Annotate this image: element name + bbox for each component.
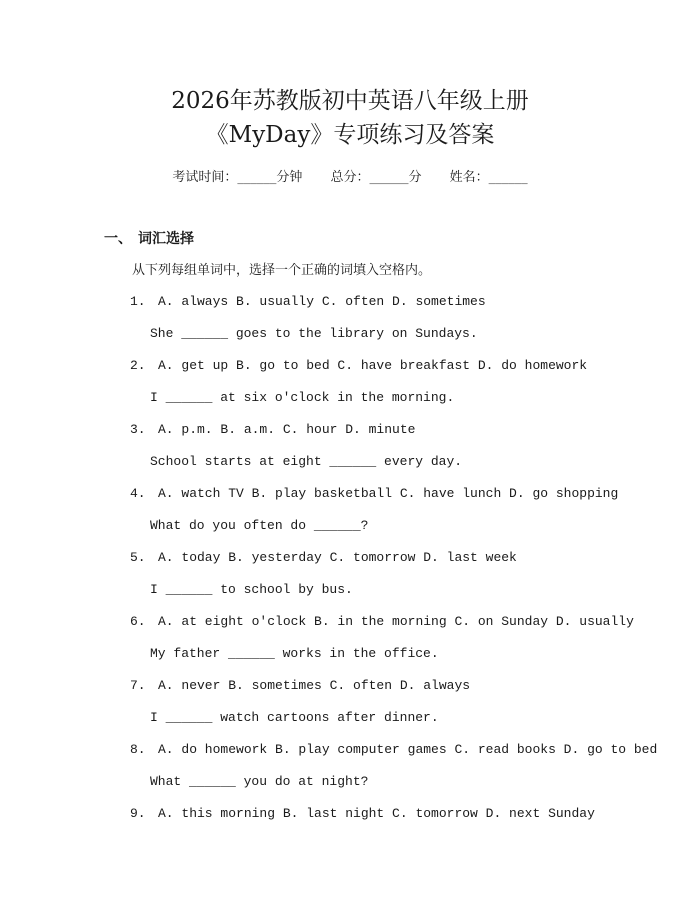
question-options: A. watch TV B. play basketball C. have lunch D. go shopping bbox=[158, 486, 619, 501]
question-number: 5. bbox=[130, 550, 146, 565]
question-options: A. do homework B. play computer games C. read books D. go to bed bbox=[158, 742, 658, 757]
question-item bbox=[0, 482, 700, 546]
exam-info bbox=[0, 168, 700, 188]
question-options: A. p.m. B. a.m. C. hour D. minute bbox=[158, 422, 416, 437]
question-number: 3. bbox=[130, 422, 146, 437]
question-number: 9. bbox=[130, 806, 146, 821]
question-number: 4. bbox=[130, 486, 146, 501]
question-sentence: I ______ to school by bus. bbox=[150, 582, 353, 597]
question-number: 6. bbox=[130, 614, 146, 629]
exam-score-field: 总分：______分 bbox=[330, 170, 422, 185]
question-item bbox=[0, 738, 700, 802]
question-sentence: She ______ goes to the library on Sundays. bbox=[150, 326, 478, 341]
question-options: A. always B. usually C. often D. sometimes bbox=[158, 294, 486, 309]
question-sentence: School starts at eight ______ every day. bbox=[150, 454, 463, 469]
document-title-line-1: 2026年苏教版初中英语八年级上册 bbox=[171, 88, 529, 114]
question-options: A. this morning B. last night C. tomorrow D. next Sunday bbox=[158, 806, 595, 821]
question-number: 2. bbox=[130, 358, 146, 373]
section-heading bbox=[104, 229, 194, 249]
question-number: 1. bbox=[130, 294, 146, 309]
section-number: 一、 bbox=[104, 231, 132, 247]
document-title-line-2: 《MyDay》专项练习及答案 bbox=[205, 122, 495, 148]
question-sentence: My father ______ works in the office. bbox=[150, 646, 439, 661]
question-item bbox=[0, 546, 700, 610]
question-item bbox=[0, 354, 700, 418]
question-sentence: What ______ you do at night? bbox=[150, 774, 369, 789]
question-number: 8. bbox=[130, 742, 146, 757]
question-number: 7. bbox=[130, 678, 146, 693]
question-options: A. never B. sometimes C. often D. always bbox=[158, 678, 471, 693]
exam-time-field: 考试时间：______分钟 bbox=[172, 170, 303, 185]
exam-name-field: 姓名：______ bbox=[449, 170, 528, 185]
question-options: A. today B. yesterday C. tomorrow D. last week bbox=[158, 550, 517, 565]
question-options: A. get up B. go to bed C. have breakfast D. do homework bbox=[158, 358, 588, 373]
question-sentence: I ______ at six o'clock in the morning. bbox=[150, 390, 455, 405]
question-sentence: I ______ watch cartoons after dinner. bbox=[150, 710, 439, 725]
question-sentence: What do you often do ______? bbox=[150, 518, 369, 533]
section-instruction: 从下列每组单词中，选择一个正确的词填入空格内。 bbox=[132, 263, 432, 278]
question-item bbox=[0, 674, 700, 738]
question-item bbox=[0, 290, 700, 354]
question-item bbox=[0, 418, 700, 482]
question-list bbox=[0, 290, 700, 866]
section-title: 词汇选择 bbox=[138, 231, 194, 247]
question-item bbox=[0, 802, 700, 866]
question-options: A. at eight o'clock B. in the morning C. on Sunday D. usually bbox=[158, 614, 634, 629]
question-item bbox=[0, 610, 700, 674]
